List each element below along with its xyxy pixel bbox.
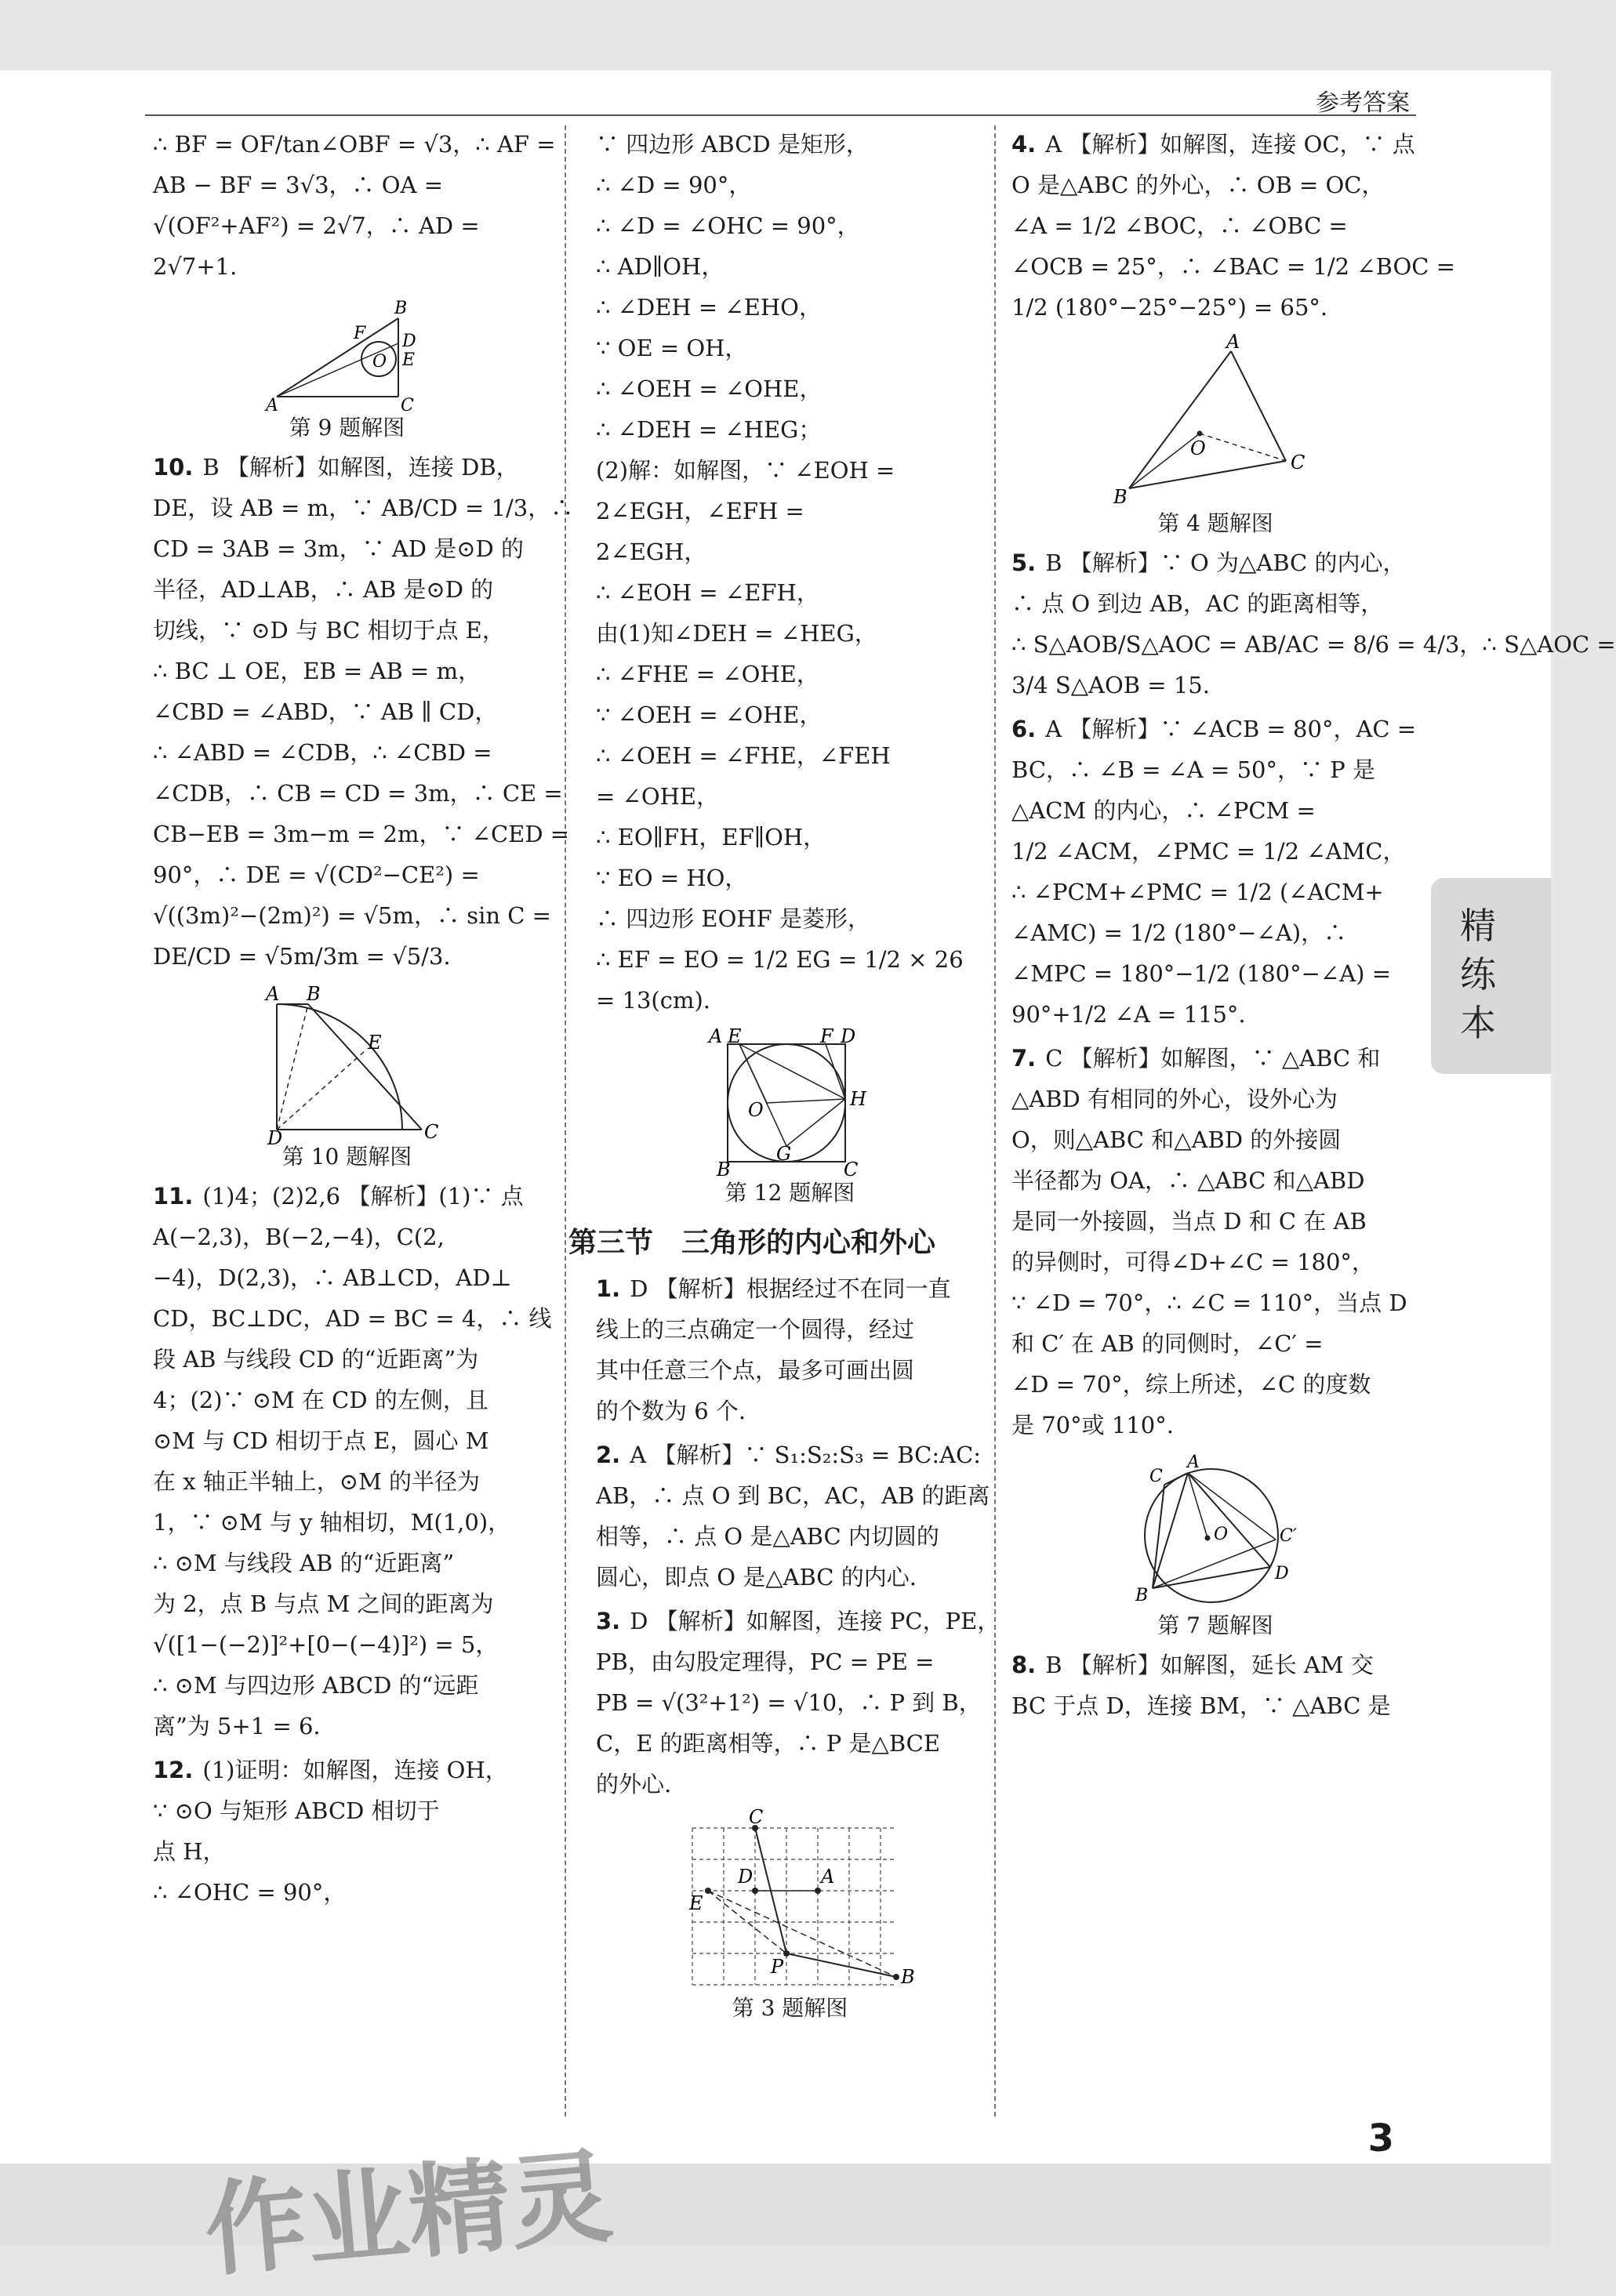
- text-line: O 是△ABC 的外心，∴ OB = OC，: [1011, 172, 1385, 198]
- text-line: BC 于点 D，连接 BM，∵ △ABC 是: [1011, 1692, 1391, 1719]
- text-line: ∠A = 1/2 ∠BOC，∴ ∠OBC =: [1011, 212, 1348, 239]
- text-line: C，E 的距离相等，∴ P 是△BCE: [596, 1730, 941, 1757]
- text-line: 半径都为 OA，∴ △ABC 和△ABD: [1011, 1167, 1365, 1194]
- text-line: 为 2，点 B 与点 M 之间的距离为: [153, 1591, 494, 1617]
- fig10-label-d: D: [267, 1127, 282, 1149]
- text-line: DE/CD = √5m/3m = √5/3.: [153, 943, 451, 970]
- text-line: 的异侧时，可得∠D+∠C = 180°，: [1011, 1249, 1375, 1275]
- text-line: ∴ ∠OHC = 90°，: [153, 1879, 347, 1906]
- question-12: [153, 1750, 541, 1913]
- text-line: CD，BC⊥DC，AD = BC = 4，∴ 线: [153, 1305, 552, 1332]
- text-line: 2√7+1.: [153, 253, 238, 280]
- text-line: △ABD 有相同的外心，设外心为: [1011, 1086, 1338, 1112]
- text-line: ∠OCB = 25°，∴ ∠BAC = 1/2 ∠BOC =: [1011, 253, 1455, 280]
- text-line: ∴ ∠FHE = ∠OHE，: [596, 661, 819, 687]
- question-number: 11.: [153, 1183, 194, 1210]
- text-line: √((3m)²−(2m)²) = √5m，∴ sin C =: [153, 902, 551, 929]
- fig4-label-o: O: [1190, 437, 1206, 459]
- top-margin: [0, 0, 1551, 71]
- text-line: B 【解析】∵ O 为△ABC 的内心，: [1045, 550, 1406, 576]
- text-line: A 【解析】∵ ∠ACB = 80°，AC =: [1045, 716, 1417, 742]
- text-line: 1，∵ ⊙M 与 y 轴相切，M(1,0)，: [153, 1509, 511, 1536]
- question-number: 10.: [153, 454, 194, 481]
- text-line: 是同一外接圆，当点 D 和 C 在 AB: [1011, 1208, 1367, 1235]
- fig3-label-c: C: [748, 1806, 763, 1828]
- text-line: ∴ ∠EOH = ∠EFH，: [596, 579, 819, 606]
- text-line: D 【解析】如解图，连接 PC，PE，: [630, 1608, 1000, 1634]
- question-number: 2.: [596, 1442, 621, 1468]
- text-line: ∵ ⊙O 与矩形 ABCD 相切于: [153, 1797, 440, 1824]
- text-line: ∴ ∠OEH = ∠OHE，: [596, 375, 823, 402]
- text-line: 4；(2)∵ ⊙M 在 CD 的左侧，且: [153, 1387, 488, 1413]
- question-number: 6.: [1011, 716, 1037, 742]
- figure-9-diagram: [261, 295, 434, 415]
- text-line: DE，设 AB = m，∵ AB/CD = 1/3，∴: [153, 495, 574, 521]
- text-line: ∴ ∠DEH = ∠EHO，: [596, 294, 822, 321]
- text-line: 2∠EGH，∠EFH =: [596, 498, 804, 524]
- column-2: [568, 124, 1000, 2024]
- watermark: 作业精灵: [200, 2136, 617, 2291]
- text-line: ∴ EO∥FH，EF∥OH，: [596, 824, 826, 851]
- fig7-label-c-prime: C′: [1280, 1526, 1297, 1546]
- fig4-label-c: C: [1291, 452, 1306, 473]
- text-line: 90°，∴ DE = √(CD²−CE²) =: [153, 861, 480, 888]
- text-line: ∠D = 70°，综上所述，∠C 的度数: [1011, 1371, 1371, 1398]
- fig3-label-e: E: [688, 1892, 703, 1914]
- text-line: 线上的三点确定一个圆得，经过: [596, 1316, 915, 1343]
- text-line: A 【解析】∵ S₁:S₂:S₃ = BC:AC:: [630, 1442, 982, 1468]
- fig10-label-e: E: [367, 1032, 382, 1054]
- text-line: ∴ ∠OEH = ∠FHE，∠FEH: [596, 742, 891, 769]
- figure-4: [1011, 331, 1419, 508]
- text-line: ∴ 点 O 到边 AB，AC 的距离相等，: [1011, 590, 1384, 617]
- text-line: ∵ ∠OEH = ∠OHE，: [596, 702, 823, 728]
- text-line: AB，∴ 点 O 到 BC，AC，AB 的距离: [596, 1482, 990, 1509]
- figure-10-diagram: [253, 983, 441, 1149]
- text-line: 90°+1/2 ∠A = 115°.: [1011, 1001, 1246, 1028]
- text-line: √([1−(−2)]²+[0−(−4)]²) = 5，: [153, 1631, 499, 1658]
- text-line: ∠AMC) = 1/2 (180°−∠A)，∴: [1011, 919, 1347, 946]
- question-number: 1.: [596, 1275, 621, 1302]
- fig7-label-o: O: [1214, 1525, 1229, 1544]
- header-label: 参考答案: [1316, 89, 1410, 117]
- figure-9-caption: 第 9 题解图: [289, 415, 405, 441]
- fig12-label-f: F: [819, 1025, 833, 1047]
- text-line: ∴ ∠D = ∠OHC = 90°，: [596, 212, 860, 239]
- section-title: 第三节 三角形的内心和外心: [568, 1227, 936, 1259]
- fig12-label-o: O: [747, 1099, 764, 1121]
- fig3-label-b: B: [900, 1966, 915, 1988]
- text-line: CD = 3AB = 3m，∵ AD 是⊙D 的: [153, 535, 524, 562]
- fig4-label-a: A: [1226, 331, 1240, 353]
- question-8: [1011, 1645, 1419, 1726]
- question-number: 4.: [1011, 131, 1037, 158]
- text-line: ∵ OE = OH，: [596, 335, 748, 361]
- text-line: 相等，∴ 点 O 是△ABC 内切圆的: [596, 1523, 939, 1550]
- text-line: ∴ ∠ABD = ∠CDB，∴ ∠CBD =: [153, 739, 492, 766]
- text-line: A 【解析】如解图，连接 OC，∵ 点: [1045, 131, 1415, 158]
- fig3-label-d: D: [737, 1866, 753, 1888]
- text-line: PB = √(3²+1²) = √10，∴ P 到 B，: [596, 1689, 982, 1716]
- text-line: △ACM 的内心，∴ ∠PCM =: [1011, 797, 1316, 824]
- fig7-label-d: D: [1275, 1564, 1289, 1583]
- text-line: 1/2 (180°−25°−25°) = 65°.: [1011, 294, 1328, 321]
- fig9-label-c: C: [400, 396, 414, 415]
- text-line: D 【解析】根据经过不在同一直: [630, 1275, 951, 1302]
- text-line: 1/2 ∠ACM，∠PMC = 1/2 ∠AMC，: [1011, 838, 1406, 865]
- text-line: 的个数为 6 个.: [596, 1398, 746, 1424]
- text-line: ∴ ∠D = 90°，: [596, 172, 752, 198]
- question-10: [153, 447, 574, 977]
- text-line: 的外心.: [596, 1771, 672, 1797]
- text-line: B 【解析】如解图，延长 AM 交: [1045, 1652, 1374, 1678]
- fig9-label-o: O: [372, 352, 387, 372]
- header-rule: [145, 114, 1416, 116]
- question-5: [1011, 542, 1616, 705]
- text-line: 切线，∵ ⊙D 与 BC 相切于点 E，: [153, 617, 505, 644]
- text-line: 由(1)知∠DEH = ∠HEG，: [596, 620, 877, 647]
- text-line: PB，由勾股定理得，PC = PE =: [596, 1649, 935, 1675]
- question-2: [596, 1435, 990, 1598]
- text-line: 其中任意三个点，最多可画出圆: [596, 1357, 915, 1384]
- text-line: ∴ S△AOB/S△AOC = AB/AC = 8/6 = 4/3，∴ S△AOC =: [1011, 631, 1616, 658]
- text-line: O，则△ABC 和△ABD 的外接圆: [1011, 1126, 1342, 1153]
- text-line: A(−2,3)，B(−2,−4)，C(2,: [153, 1224, 445, 1250]
- text-line: (1)4；(2)2,6 【解析】(1)∵ 点: [202, 1183, 524, 1210]
- column-divider-1: [565, 125, 566, 2116]
- text-line: B 【解析】如解图，连接 DB，: [202, 454, 519, 481]
- figure-7-caption: 第 7 题解图: [1157, 1612, 1273, 1638]
- figure-4-diagram: [1106, 331, 1325, 508]
- fig9-label-f: F: [353, 324, 365, 343]
- fig12-label-d: D: [840, 1025, 855, 1047]
- text-line: √(OF²+AF²) = 2√7，∴ AD =: [153, 212, 480, 239]
- text-line: ∴ ⊙M 与线段 AB 的“近距离”: [153, 1550, 455, 1576]
- fig12-label-c: C: [843, 1159, 858, 1181]
- fig12-label-g: G: [775, 1143, 791, 1165]
- fig9-label-e: E: [401, 350, 415, 370]
- text-line: 和 C′ 在 AB 的同侧时，∠C′ =: [1011, 1330, 1324, 1357]
- fig4-label-b: B: [1113, 486, 1128, 508]
- text-line: ∵ ∠D = 70°，∴ ∠C = 110°，当点 D: [1011, 1289, 1407, 1316]
- text-line: = 13(cm).: [596, 987, 711, 1014]
- text-line: 3/4 S△AOB = 15.: [1011, 672, 1210, 698]
- question-number: 5.: [1011, 550, 1037, 576]
- fig3-label-a: A: [820, 1866, 834, 1888]
- figure-10: [153, 983, 541, 1149]
- text-line: ∠MPC = 180°−1/2 (180°−∠A) =: [1011, 960, 1392, 987]
- page-number: 3: [1367, 2116, 1394, 2160]
- figure-7-diagram: [1121, 1453, 1309, 1610]
- fig10-label-c: C: [423, 1121, 438, 1143]
- figure-10-caption: 第 10 题解图: [281, 1144, 412, 1170]
- text-line: 是 70°或 110°.: [1011, 1412, 1174, 1438]
- question-3: [596, 1601, 1000, 1805]
- figure-12-caption: 第 12 题解图: [724, 1180, 855, 1206]
- text-line: 点 H，: [153, 1838, 226, 1865]
- side-tab-label: 精练本: [1460, 905, 1496, 1044]
- question-1: [596, 1268, 984, 1431]
- fig12-label-h: H: [849, 1088, 866, 1110]
- question-6: [1011, 709, 1419, 1035]
- question-number: 3.: [596, 1608, 621, 1634]
- column-1: [153, 124, 574, 1913]
- question-number: 12.: [153, 1757, 194, 1783]
- text-line: ∴ ∠DEH = ∠HEG；: [596, 416, 822, 443]
- text-line: = ∠OHE，: [596, 783, 720, 810]
- fig10-label-b: B: [306, 983, 321, 1005]
- text-line: (2)解：如解图，∵ ∠EOH =: [596, 457, 895, 484]
- text-line: 段 AB 与线段 CD 的“近距离”为: [153, 1346, 479, 1373]
- figure-3-caption: 第 3 题解图: [732, 1995, 848, 2021]
- figure-3: [596, 1806, 984, 1993]
- text-line: C 【解析】如解图，∵ △ABC 和: [1045, 1045, 1381, 1072]
- text-line: ∴ ∠PCM+∠PMC = 1/2 (∠ACM+: [1011, 879, 1384, 905]
- question-number: 7.: [1011, 1045, 1037, 1072]
- text-line: ∠CBD = ∠ABD，∵ AB ∥ CD，: [153, 698, 498, 725]
- text-line: ∴ AD∥OH，: [596, 253, 724, 280]
- text-line: ∵ EO = HO，: [596, 865, 748, 891]
- fig12-label-a: A: [708, 1025, 722, 1047]
- question-11: [153, 1176, 552, 1746]
- figure-3-diagram: [661, 1806, 920, 1993]
- text-line: ∵ 四边形 ABCD 是矩形，: [596, 131, 869, 158]
- text-line: ∴ EF = EO = 1/2 EG = 1/2 × 26: [596, 946, 964, 973]
- figure-12-diagram: [704, 1025, 877, 1181]
- fig9-label-d: D: [401, 332, 416, 351]
- text-line: (1)证明：如解图，连接 OH，: [202, 1757, 508, 1783]
- figure-12: [596, 1025, 984, 1181]
- text-line: −4)，D(2,3)，∴ AB⊥CD，AD⊥: [153, 1264, 512, 1291]
- question-4: [1011, 124, 1455, 328]
- figure-7: [1011, 1453, 1419, 1610]
- question-7: [1011, 1038, 1419, 1445]
- figure-9: [153, 295, 541, 415]
- figure-4-caption: 第 4 题解图: [1157, 510, 1273, 536]
- fig10-label-a: A: [265, 983, 279, 1005]
- fig7-label-b: B: [1135, 1586, 1149, 1605]
- text-line: ∴ BF = OF/tan∠OBF = √3，∴ AF =: [153, 131, 556, 158]
- column-divider-2: [994, 125, 996, 2116]
- text-line: CB−EB = 3m−m = 2m，∵ ∠CED =: [153, 821, 570, 847]
- text-line: ⊙M 与 CD 相切于点 E，圆心 M: [153, 1427, 489, 1454]
- text-line: ∴ ⊙M 与四边形 ABCD 的“远距: [153, 1672, 479, 1699]
- text-line: 半径，AD⊥AB，∴ AB 是⊙D 的: [153, 576, 494, 603]
- text-line: ∴ BC ⊥ OE，EB = AB = m，: [153, 658, 481, 684]
- fig7-label-a: A: [1187, 1453, 1200, 1472]
- fig12-label-b: B: [716, 1159, 731, 1181]
- text-line: 在 x 轴正半轴上，⊙M 的半径为: [153, 1468, 481, 1495]
- text-line: AB − BF = 3√3，∴ OA =: [153, 172, 443, 198]
- text-line: BC，∴ ∠B = ∠A = 50°，∵ P 是: [1011, 756, 1375, 783]
- question-number: 8.: [1011, 1652, 1037, 1678]
- text-line: ∴ 四边形 EOHF 是菱形，: [596, 905, 871, 932]
- text-line: ∠CDB，∴ CB = CD = 3m，∴ CE =: [153, 780, 563, 807]
- text-line: 圆心，即点 O 是△ABC 的内心.: [596, 1564, 917, 1591]
- text-line: 离”为 5+1 = 6.: [153, 1713, 321, 1739]
- fig9-label-a: A: [265, 396, 278, 415]
- fig7-label-c: C: [1149, 1467, 1163, 1486]
- text-line: 2∠EGH，: [596, 539, 707, 565]
- fig3-label-p: P: [770, 1956, 783, 1978]
- fig12-label-e: E: [727, 1025, 742, 1047]
- fig9-label-b: B: [394, 299, 407, 318]
